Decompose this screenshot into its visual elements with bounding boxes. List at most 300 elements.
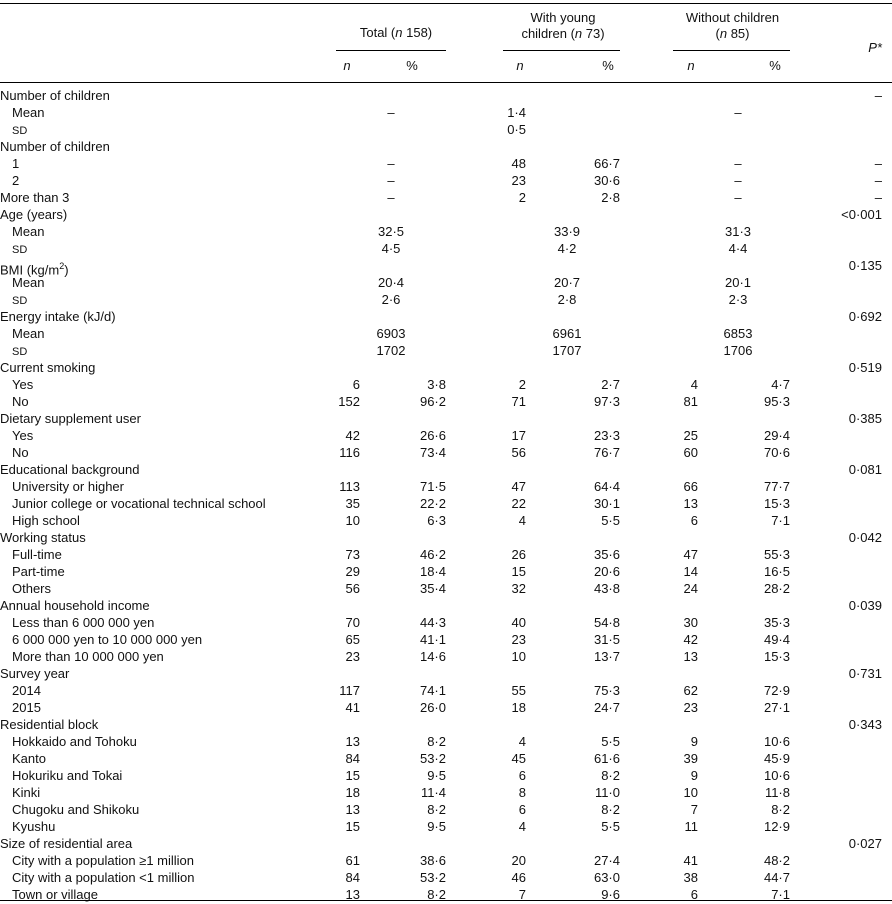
cell-wp: 28·2: [763, 581, 790, 596]
cell-tn: 10: [345, 513, 360, 528]
cell-wp: 29·4: [763, 428, 790, 443]
table-top-rule: [0, 3, 892, 4]
cell-yn: 23: [511, 173, 526, 188]
cell-tp: 73·4: [419, 445, 446, 460]
cell-ymean: 20·7: [553, 275, 581, 290]
row-label: [0, 836, 132, 852]
cell-tn: 15: [345, 819, 360, 834]
cell-wmean: –: [734, 173, 742, 188]
cell-tmean: 20·4: [377, 275, 405, 290]
cell-tp: 71·5: [419, 479, 446, 494]
cell-yn: 4: [518, 513, 526, 528]
cell-yn: 6: [518, 768, 526, 783]
subheader-without-n: n: [687, 58, 695, 73]
row-label: [12, 785, 40, 801]
cell-wp: 15·3: [763, 649, 790, 664]
row-label-text: Energy intake (kJ/d): [0, 309, 116, 324]
cell-p-value: –: [874, 173, 882, 188]
cell-tn: 13: [345, 887, 360, 902]
cell-tn: 70: [345, 615, 360, 630]
row-label: [12, 802, 139, 818]
cell-p-value: –: [874, 156, 882, 171]
cell-tmean: 2·6: [381, 292, 401, 307]
header-young-underline: [503, 50, 620, 51]
cell-tp: 53·2: [419, 870, 446, 885]
cell-yn: 26: [511, 547, 526, 562]
cell-wmean: 2·3: [728, 292, 748, 307]
row-label: [12, 344, 27, 360]
cell-wn: 25: [683, 428, 698, 443]
row-label: [12, 581, 51, 597]
cell-wn: 7: [690, 802, 698, 817]
cell-wn: 81: [683, 394, 698, 409]
row-label: [0, 717, 98, 733]
cell-tp: 9·5: [427, 819, 446, 834]
row-label-text: Less than 6 000 000 yen: [12, 615, 155, 630]
header-bottom-rule: [0, 82, 892, 83]
cell-wmean: –: [734, 105, 742, 120]
subheader-young-pct: %: [602, 58, 614, 73]
row-label: [0, 598, 150, 614]
cell-wn: 47: [683, 547, 698, 562]
row-label-text: SD: [12, 295, 28, 307]
cell-ymean: 2·8: [557, 292, 577, 307]
row-label: [12, 242, 27, 258]
row-label: [12, 173, 19, 189]
row-label: [0, 462, 140, 478]
cell-wp: 4·7: [771, 377, 790, 392]
row-label-text: No: [12, 394, 29, 409]
row-label: [12, 513, 80, 529]
row-label-text: High school: [12, 513, 80, 528]
cell-wp: 27·1: [763, 700, 790, 715]
cell-wn: 60: [683, 445, 698, 460]
cell-yp: 30·1: [593, 496, 620, 511]
cell-wn: 13: [683, 496, 698, 511]
row-label-text: 6 000 000 yen to 10 000 000 yen: [12, 632, 203, 647]
cell-yp: 27·4: [593, 853, 620, 868]
cell-wn: 66: [683, 479, 698, 494]
row-label-text: No: [12, 445, 29, 460]
cell-tn: 42: [345, 428, 360, 443]
row-label: [0, 88, 110, 104]
cell-tn: 35: [345, 496, 360, 511]
row-label-text: SD: [12, 346, 28, 358]
row-label: [12, 649, 164, 665]
row-label: [12, 326, 45, 342]
cell-wn: 6: [690, 887, 698, 902]
cell-yn: 18: [511, 700, 526, 715]
row-label-text: Size of residential area: [0, 836, 133, 851]
cell-wp: 7·1: [771, 887, 790, 902]
row-label: [12, 156, 19, 172]
cell-tp: 44·3: [419, 615, 446, 630]
cell-wn: 9: [690, 768, 698, 783]
row-label-superscript: 2: [59, 261, 65, 271]
row-label-text: BMI (kg/m: [0, 262, 60, 278]
cell-ymean: 33·9: [553, 224, 581, 239]
cell-yp: 5·5: [601, 819, 620, 834]
cell-yn: 71: [511, 394, 526, 409]
cell-yp: 64·4: [593, 479, 620, 494]
row-label: [12, 428, 33, 444]
cell-ymean: 1707: [552, 343, 582, 358]
cell-tn: 61: [345, 853, 360, 868]
row-label: [12, 547, 62, 563]
cell-wn: 30: [683, 615, 698, 630]
row-label-text: City with a population ≥1 million: [12, 853, 194, 868]
cell-yn: 46: [511, 870, 526, 885]
row-label: [0, 360, 95, 376]
cell-tp: 11·4: [420, 785, 446, 800]
cell-wmean: –: [734, 156, 742, 171]
cell-yp: 54·8: [593, 615, 620, 630]
cell-wn: 4: [690, 377, 698, 392]
row-label-text: Full-time: [12, 547, 62, 562]
cell-yn: 23: [511, 632, 526, 647]
row-label: [0, 190, 69, 206]
cell-yn: 4: [518, 819, 526, 834]
row-label-text: Kanto: [12, 751, 46, 766]
cell-yp: 97·3: [593, 394, 620, 409]
cell-p-value: 0·135: [848, 258, 882, 273]
cell-wp: 44·7: [763, 870, 790, 885]
cell-tn: 116: [339, 445, 360, 460]
cell-yp: 63·0: [593, 870, 620, 885]
row-label-text: Mean: [12, 326, 45, 341]
cell-yp: 11·0: [594, 785, 620, 800]
row-label: [12, 870, 194, 886]
cell-wmean: 4·4: [728, 241, 748, 256]
cell-tp: 53·2: [419, 751, 446, 766]
cell-tp: 96·2: [419, 394, 446, 409]
cell-tmean: –: [387, 173, 395, 188]
cell-p-value: 0·731: [848, 666, 882, 681]
row-label: [12, 105, 45, 121]
cell-tn: 29: [345, 564, 360, 579]
cell-wn: 39: [683, 751, 698, 766]
row-label: [0, 139, 110, 155]
cell-tp: 38·6: [419, 853, 446, 868]
cell-wmean: 1706: [723, 343, 753, 358]
row-label: [12, 479, 124, 495]
cell-tn: 152: [338, 394, 360, 409]
row-label: [12, 293, 27, 309]
cell-yn: 10: [511, 649, 526, 664]
subheader-without-pct: %: [769, 58, 781, 73]
cell-yp: 5·5: [601, 734, 620, 749]
row-label-text: Yes: [12, 377, 34, 392]
cell-wn: 62: [683, 683, 698, 698]
row-label-text: Chugoku and Shikoku: [12, 802, 140, 817]
cell-yp: 5·5: [601, 513, 620, 528]
cell-tmean: 1702: [376, 343, 406, 358]
row-label: [12, 615, 154, 631]
cell-yp: 30·6: [593, 173, 620, 188]
cell-yp: 20·6: [593, 564, 620, 579]
cell-yn: 47: [511, 479, 526, 494]
cell-wp: 15·3: [763, 496, 790, 511]
row-label-text: Kyushu: [12, 819, 56, 834]
cell-wp: 8·2: [771, 802, 790, 817]
cell-yp: 23·3: [593, 428, 620, 443]
cell-yn: 45: [511, 751, 526, 766]
cell-p-value: 0·519: [848, 360, 882, 375]
cell-wmean: 31·3: [724, 224, 752, 239]
cell-yp: 43·8: [593, 581, 620, 596]
header-p-value: P*: [868, 40, 882, 55]
cell-wn: 14: [683, 564, 698, 579]
cell-p-value: 0·027: [848, 836, 882, 851]
cell-yp: 9·6: [601, 887, 620, 902]
cell-wn: 24: [683, 581, 698, 596]
cell-tmean: –: [387, 190, 395, 205]
row-label-text: Number of children: [0, 88, 110, 103]
cell-tn: 6: [352, 377, 360, 392]
cell-wp: 12·9: [763, 819, 790, 834]
cell-yp: 31·5: [593, 632, 620, 647]
header-total-underline: [336, 50, 446, 51]
row-label-text: 2014: [12, 683, 41, 698]
cell-yn: 15: [511, 564, 526, 579]
header-young-line1: With young: [530, 10, 596, 25]
row-label: [0, 309, 116, 325]
row-label-text: Number of children: [0, 139, 110, 154]
cell-wp: 7·1: [771, 513, 790, 528]
row-label-text: 1: [12, 156, 20, 171]
cell-p-value: 0·692: [848, 309, 882, 324]
subheader-young-n: n: [516, 58, 524, 73]
row-label-text: Educational background: [0, 462, 140, 477]
row-label: [12, 751, 46, 767]
cell-tn: 56: [345, 581, 360, 596]
row-label-text: Mean: [12, 275, 45, 290]
cell-wp: 70·6: [763, 445, 790, 460]
cell-wp: 77·7: [763, 479, 790, 494]
cell-yp: 8·2: [601, 802, 620, 817]
cell-wp: 10·6: [763, 734, 790, 749]
row-label: [12, 123, 27, 139]
row-label: [12, 224, 45, 240]
row-label: [12, 734, 137, 750]
cell-tn: 23: [345, 649, 360, 664]
cell-tp: 14·6: [419, 649, 446, 664]
row-label: [12, 564, 65, 580]
row-label-text: SD: [12, 125, 28, 137]
cell-p-value: <0·001: [841, 207, 882, 222]
cell-wn: 9: [690, 734, 698, 749]
cell-wp: 48·2: [763, 853, 790, 868]
cell-yn: 20: [511, 853, 526, 868]
cell-yp: 2·8: [601, 190, 620, 205]
row-label: [0, 411, 141, 427]
row-label: [12, 853, 194, 869]
cell-yn: 2: [518, 190, 526, 205]
row-label-text: Residential block: [0, 717, 99, 732]
cell-yn: 4: [518, 734, 526, 749]
row-label-text: Age (years): [0, 207, 68, 222]
row-label: [12, 394, 29, 410]
cell-wp: 49·4: [763, 632, 790, 647]
row-label-text: Junior college or vocational technical school: [12, 496, 266, 511]
cell-tp: 3·8: [427, 377, 446, 392]
cell-yn: 48: [511, 156, 526, 171]
cell-yp: 75·3: [593, 683, 620, 698]
cell-yn: 2: [518, 377, 526, 392]
cell-wp: 16·5: [763, 564, 790, 579]
cell-wn: 11: [684, 819, 698, 834]
cell-p-value: 0·039: [848, 598, 882, 613]
row-label-text: Survey year: [0, 666, 70, 681]
table-bottom-rule: [0, 900, 892, 901]
cell-tn: 84: [345, 870, 360, 885]
row-label: [12, 275, 45, 291]
cell-yp: 66·7: [593, 156, 620, 171]
cell-wn: 6: [690, 513, 698, 528]
cell-ymean: 0·5: [507, 122, 526, 137]
row-label: [12, 445, 29, 461]
cell-wn: 10: [683, 785, 698, 800]
row-label: [12, 377, 33, 393]
row-label: [0, 207, 67, 223]
cell-wp: 95·3: [763, 394, 790, 409]
cell-wp: 11·8: [764, 785, 790, 800]
cell-tp: 8·2: [427, 734, 446, 749]
cell-tp: 18·4: [419, 564, 446, 579]
cell-tp: 22·2: [419, 496, 446, 511]
row-label-text: 2015: [12, 700, 41, 715]
row-label-suffix: ): [64, 262, 69, 278]
cell-tn: 73: [345, 547, 360, 562]
cell-yn: 7: [518, 887, 526, 902]
row-label: [12, 700, 41, 716]
cell-wp: 35·3: [763, 615, 790, 630]
cell-tp: 46·2: [419, 547, 446, 562]
cell-yn: 6: [518, 802, 526, 817]
cell-wp: 55·3: [763, 547, 790, 562]
row-label-text: SD: [12, 244, 28, 256]
cell-tmean: –: [387, 156, 395, 171]
cell-tn: 84: [345, 751, 360, 766]
row-label-text: Yes: [12, 428, 34, 443]
cell-wmean: –: [734, 190, 742, 205]
row-label-text: Others: [12, 581, 52, 596]
cell-tn: 117: [339, 683, 360, 698]
cell-p-value: –: [874, 88, 882, 103]
row-label: [0, 530, 86, 546]
row-label-text: Annual household income: [0, 598, 150, 613]
cell-tp: 8·2: [427, 887, 446, 902]
cell-yn: 55: [511, 683, 526, 698]
cell-tn: 15: [345, 768, 360, 783]
row-label-text: Hokkaido and Tohoku: [12, 734, 137, 749]
cell-tp: 26·0: [419, 700, 446, 715]
header-without-underline: [673, 50, 790, 51]
cell-p-value: 0·042: [848, 530, 882, 545]
row-label-text: Part-time: [12, 564, 65, 579]
cell-yn: 22: [511, 496, 526, 511]
cell-wmean: 6853: [723, 326, 753, 341]
cell-tp: 9·5: [427, 768, 446, 783]
row-label-text: Working status: [0, 530, 86, 545]
row-label: [12, 768, 122, 784]
cell-wn: 23: [683, 700, 698, 715]
cell-tp: 6·3: [427, 513, 446, 528]
row-label-text: Mean: [12, 105, 45, 120]
cell-wn: 38: [683, 870, 698, 885]
row-label-text: Kinki: [12, 785, 41, 800]
cell-yp: 24·7: [593, 700, 620, 715]
cell-yn: 40: [511, 615, 526, 630]
row-label: [12, 819, 55, 835]
row-label: [12, 632, 202, 648]
cell-tmean: 6903: [376, 326, 406, 341]
row-label: [12, 496, 266, 512]
row-label-text: Hokuriku and Tokai: [12, 768, 123, 783]
cell-yp: 13·7: [593, 649, 620, 664]
cell-p-value: –: [874, 190, 882, 205]
cell-yp: 76·7: [593, 445, 620, 460]
row-label-text: More than 10 000 000 yen: [12, 649, 164, 664]
cell-wmean: 20·1: [724, 275, 752, 290]
cell-tp: 26·6: [419, 428, 446, 443]
cell-tn: 65: [345, 632, 360, 647]
header-without-line2: (n 85): [715, 26, 750, 41]
cell-tmean: 32·5: [377, 224, 405, 239]
cell-tp: 74·1: [419, 683, 446, 698]
cell-ymean: 1·4: [507, 105, 526, 120]
cell-wn: 41: [683, 853, 698, 868]
cell-tn: 18: [345, 785, 360, 800]
cell-yp: 2·7: [601, 377, 620, 392]
cell-yn: 17: [511, 428, 526, 443]
cell-tmean: 4·5: [381, 241, 401, 256]
cell-wp: 10·6: [763, 768, 790, 783]
row-label-text: Current smoking: [0, 360, 96, 375]
cell-tmean: –: [387, 105, 395, 120]
cell-yn: 32: [511, 581, 526, 596]
subheader-total-pct: %: [406, 58, 418, 73]
cell-wn: 13: [683, 649, 698, 664]
header-total: Total (n 158): [359, 25, 433, 40]
cell-p-value: 0·343: [848, 717, 882, 732]
row-label-text: University or higher: [12, 479, 124, 494]
cell-tn: 13: [345, 734, 360, 749]
row-label-text: 2: [12, 173, 20, 188]
row-label-text: City with a population <1 million: [12, 870, 195, 885]
cell-wp: 45·9: [763, 751, 790, 766]
cell-yn: 8: [518, 785, 526, 800]
cell-yp: 61·6: [593, 751, 620, 766]
cell-yn: 56: [511, 445, 526, 460]
header-without-line1: Without children: [685, 10, 780, 25]
cell-p-value: 0·081: [848, 462, 882, 477]
cell-tp: 41·1: [419, 632, 446, 647]
row-label-text: Mean: [12, 224, 45, 239]
cell-wn: 42: [683, 632, 698, 647]
row-label-text: Town or village: [12, 887, 98, 902]
row-label-text: More than 3: [0, 190, 70, 205]
subheader-total-n: n: [343, 58, 351, 73]
cell-tn: 113: [339, 479, 360, 494]
cell-tp: 8·2: [427, 802, 446, 817]
cell-ymean: 6961: [552, 326, 582, 341]
row-label: [12, 683, 41, 699]
cell-ymean: 4·2: [557, 241, 577, 256]
cell-yp: 8·2: [601, 768, 620, 783]
cell-wp: 72·9: [763, 683, 790, 698]
header-young-line2: children (n 73): [521, 26, 605, 41]
